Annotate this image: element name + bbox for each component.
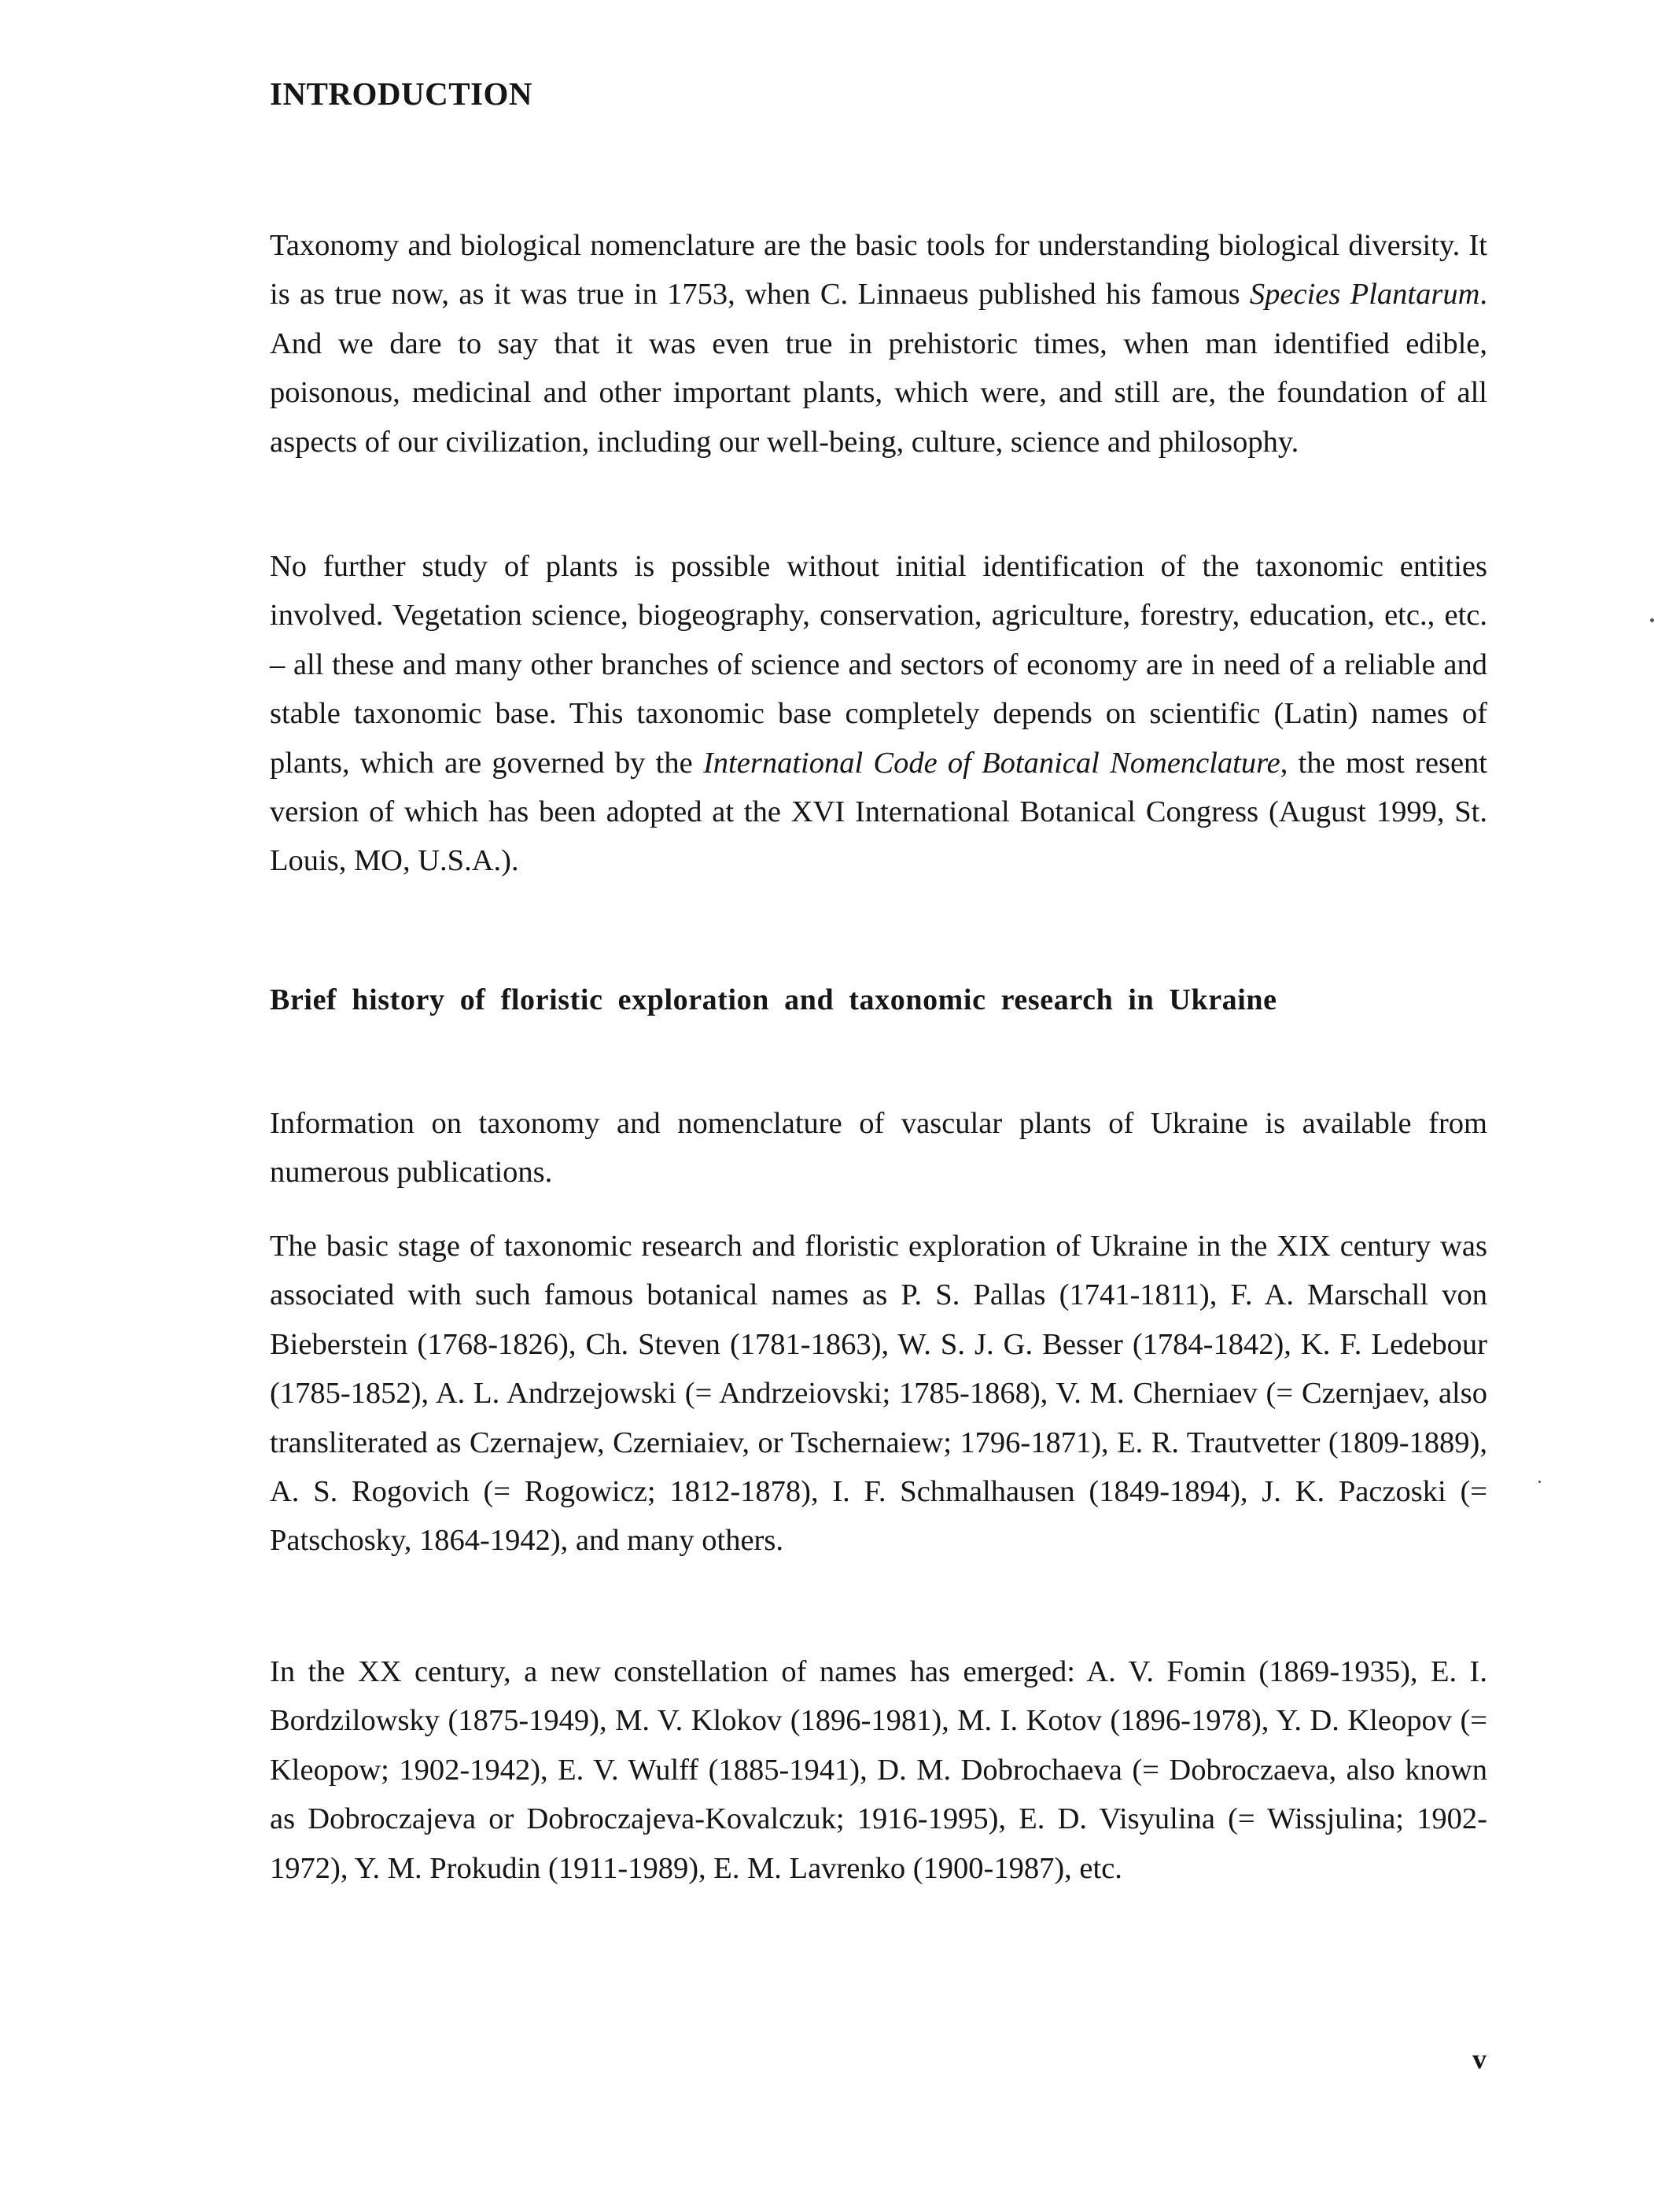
- page-number: v: [1472, 2043, 1487, 2075]
- page-title: INTRODUCTION: [270, 76, 533, 112]
- history-paragraph-1: Information on taxonomy and nomenclature of vascular plants of Ukraine is available from numerous publications.: [270, 1107, 1487, 1190]
- history-paragraph-3: In the XX century, a new constellation of names has emerged: A. V. Fomin (1869-1935), E. I. Bordzilowsky (1875-1949), M. V. Klokov (1896-1981), M. I. Kotov (1896-1978), Y. D. Kleopov (= Kleopow; 1902-1942), E. V. Wulff (1885-1941), D. M. Dobrochaeva (= Dobroczaeva, also known as Dobroczajeva or Dobroczajeva-Kovalczuk; 1916-1995), E. D. Visyulina (= Wissjulina; 1902-1972), Y. M. Prokudin (1911-1989), E. M. Lavrenko (1900-1987), etc.: [270, 1655, 1487, 1885]
- intro-paragraph-2-text-end: , the most resent version of which has been adopted at the XVI International Botanical Congress (August 1999, St. Louis, MO, U.S.A.).: [270, 746, 1488, 878]
- scan-speck: [1650, 618, 1654, 622]
- history-paragraph-2: The basic stage of taxonomic research and floristic exploration of Ukraine in the XIX century was associated with such famous botanical names as P. S. Pallas (1741-1811), F. A. Marschall von Bieberstein (1768-1826), Ch. Steven (1781-1863), W. S. J. G. Besser (1784-1842), K. F. Ledebour (1785-1852), A. L. Andrzejowski (= Andrzeiovski; 1785-1868), V. M. Cherniaev (= Czernjaev, also transliterated as Czernajew, Czerniaiev, or Tschernaiew; 1796-1871), E. R. Trautvetter (1809-1889), A. S. Rogovich (= Rogowicz; 1812-1878), I. F. Schmalhausen (1849-1894), J. K. Paczoski (= Patschosky, 1864-1942), and many others.: [270, 1230, 1487, 1558]
- intro-paragraph-1-text-end: . And we dare to say that it was even true in prehistoric times, when man identified edible, poisonous, medicinal and other important plants, which were, and still are, the foundation of all aspects of our civilization, including our well-being, culture, science and philosophy.: [270, 278, 1488, 459]
- scan-speck: [1538, 1481, 1541, 1483]
- species-plantarum-title: Species Plantarum: [1249, 278, 1480, 312]
- intro-paragraph-2: [270, 542, 1487, 886]
- intro-paragraph-2-text-start: No further study of plants is possible without initial identification of the taxonomic entities involved. Vegetation science, biogeography, conservation, agriculture, forestry, education, etc., etc. – all these and many other branches of science and sectors of economy are in need of a reliable and stable taxonomic base. This taxonomic base completely depends on scientific (Latin) names of plants, which are governed by the: [270, 550, 1487, 780]
- section-heading: Brief history of floristic exploration and taxonomic research in Ukraine: [270, 983, 1277, 1016]
- intro-paragraph-1: [270, 221, 1487, 467]
- intro-paragraph-1-text-start: Taxonomy and biological nomenclature are the basic tools for understanding biological diversity. It is as true now, as it was true in 1753, when C. Linnaeus published his famous: [270, 229, 1487, 312]
- code-of-nomenclature-title: International Code of Botanical Nomenclature: [702, 746, 1280, 780]
